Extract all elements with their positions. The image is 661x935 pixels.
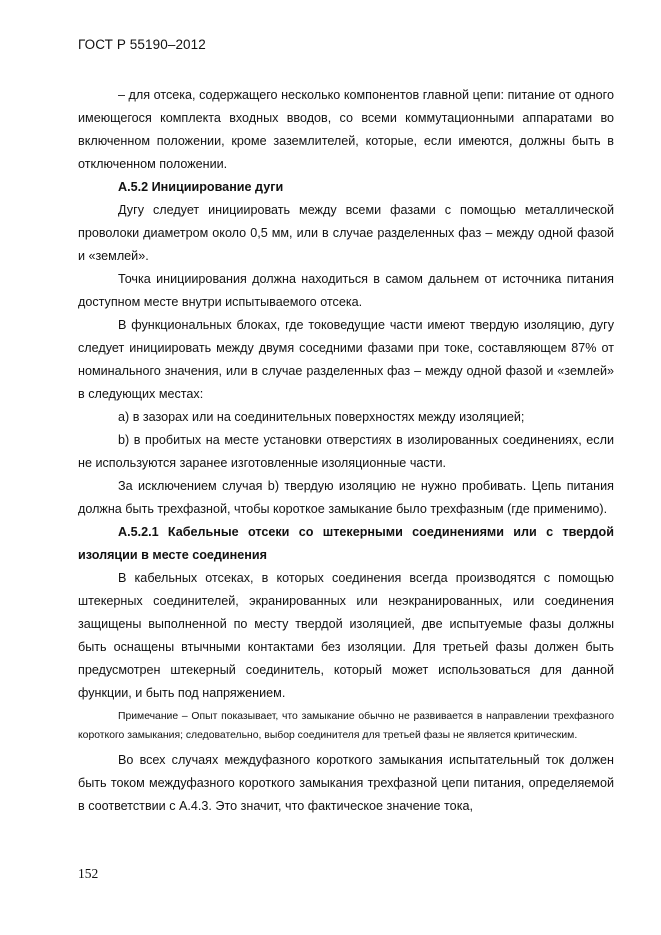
paragraph: Во всех случаях междуфазного короткого замыкания испытательный ток должен быть током междуфазного короткого замыкания трехфазной цепи питания, определяемой в соответствии с А.4.3. Это значит, что фактическое значение тока, <box>78 753 614 813</box>
section-heading: А.5.2.1 Кабельные отсеки со штекерными соединениями или с твердой изоляции в месте соединения <box>78 525 614 562</box>
paragraph: – для отсека, содержащего несколько компонентов главной цепи: питание от одного имеющегося комплекта входных вводов, со всеми коммутационными аппаратами во включенном положении, кроме заземлителей, которые, если имеются, должны быть в отключенном положении. <box>78 88 614 171</box>
document-header: ГОСТ Р 55190–2012 <box>78 37 206 52</box>
list-item: b) в пробитых на месте установки отверстиях в изолированных соединениях, если не используются заранее изготовленные изоляционные части. <box>78 433 614 470</box>
paragraph: За исключением случая b) твердую изоляцию не нужно пробивать. Цепь питания должна быть трехфазной, чтобы короткое замыкание было трехфазным (где применимо). <box>78 479 614 516</box>
document-body <box>78 84 614 818</box>
paragraph: В функциональных блоках, где токоведущие части имеют твердую изоляцию, дугу следует инициировать между двумя соседними фазами при токе, составляющем 87% от номинального значения, или в случае разделенных фаз – между одной фазой и «землей» в следующих местах: <box>78 318 614 401</box>
page-number: 152 <box>78 866 99 881</box>
paragraph: Дугу следует инициировать между всеми фазами с помощью металлической проволоки диаметром около 0,5 мм, или в случае разделенных фаз – между одной фазой и «землей». <box>78 203 614 263</box>
note: Примечание – Опыт показывает, что замыкание обычно не развивается в направлении трехфазного короткого замыкания; следовательно, выбор соединителя для третьей фазы не является критическим. <box>78 711 614 741</box>
section-heading: А.5.2 Инициирование дуги <box>118 180 284 194</box>
paragraph: Точка инициирования должна находиться в самом дальнем от источника питания доступном месте внутри испытываемого отсека. <box>78 272 614 309</box>
paragraph: В кабельных отсеках, в которых соединения всегда производятся с помощью штекерных соединителей, экранированных или неэкранированных, или соединения защищены выполненной по месту твердой изоляцией, две испытуемые фазы должны быть оснащены втычными контактами без изоляции. Для третьей фазы должен быть предусмотрен штекерный соединитель, который может использоваться для данной функции, и быть под напряжением. <box>78 571 614 700</box>
list-item: a) в зазорах или на соединительных поверхностях между изоляцией; <box>118 410 525 424</box>
